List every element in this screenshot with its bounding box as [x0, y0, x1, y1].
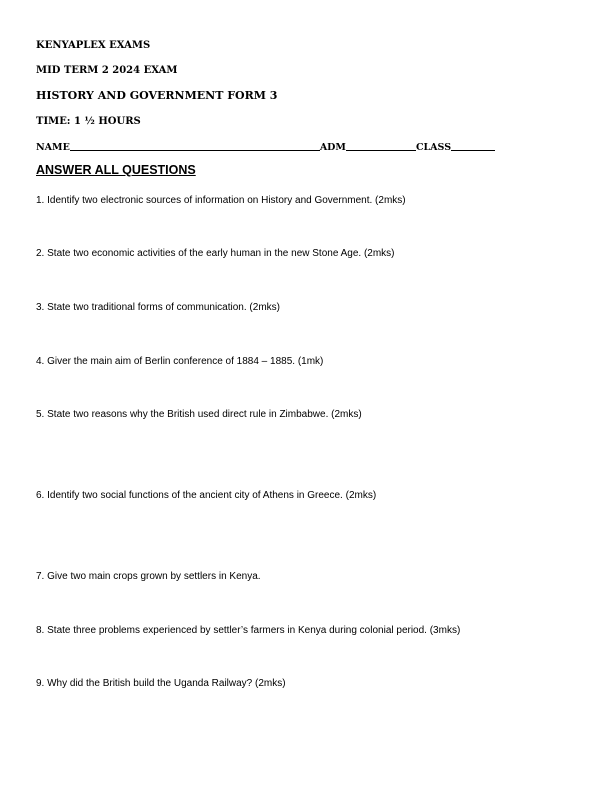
question-8: 8. State three problems experienced by settler’s farmers in Kenya during colonial period. (3mks): [36, 625, 461, 636]
name-label: NAME: [36, 142, 70, 153]
question-3: 3. State two traditional forms of communication. (2mks): [36, 302, 280, 313]
student-details-row: [36, 141, 495, 153]
name-blank[interactable]: [70, 141, 320, 151]
question-2: 2. State two economic activities of the early human in the new Stone Age. (2mks): [36, 248, 395, 259]
adm-label: ADM: [319, 142, 346, 153]
question-4: 4. Giver the main aim of Berlin conference of 1884 – 1885. (1mk): [36, 356, 324, 367]
question-6: 6. Identify two social functions of the ancient city of Athens in Greece. (2mks): [36, 490, 377, 501]
question-9: 9. Why did the British build the Uganda Railway? (2mks): [36, 678, 286, 689]
exam-title: MID TERM 2 2024 EXAM: [36, 65, 178, 76]
question-7: 7. Give two main crops grown by settlers in Kenya.: [36, 571, 261, 582]
subject-title: HISTORY AND GOVERNMENT FORM 3: [36, 89, 278, 102]
question-1: 1. Identify two electronic sources of information on History and Government. (2mks): [36, 195, 406, 206]
class-label: CLASS: [415, 142, 452, 153]
class-blank[interactable]: [451, 141, 495, 151]
section-heading: ANSWER ALL QUESTIONS: [36, 163, 196, 177]
adm-blank[interactable]: [346, 141, 416, 151]
question-5: 5. State two reasons why the British used direct rule in Zimbabwe. (2mks): [36, 409, 362, 420]
exam-duration: TIME: 1 ½ HOURS: [36, 116, 141, 127]
org-name: KENYAPLEX EXAMS: [36, 40, 151, 51]
